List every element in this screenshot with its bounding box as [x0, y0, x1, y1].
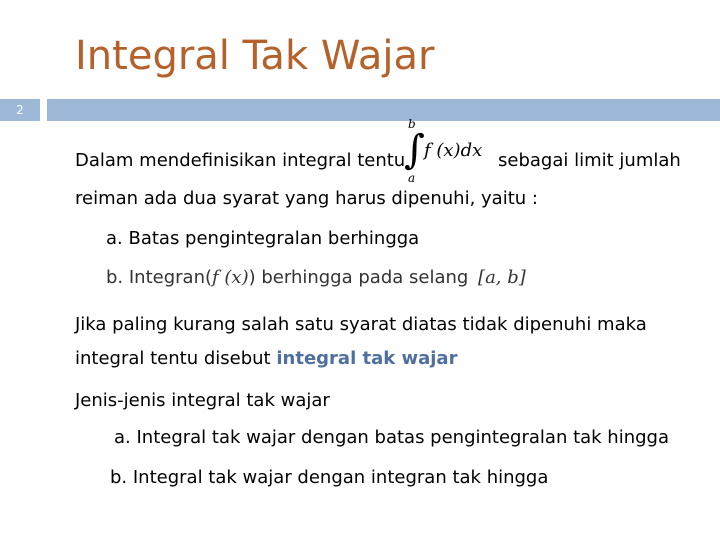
type-a: a. Integral tak wajar dengan batas pengintegralan tak hingga — [114, 427, 670, 448]
condition-a: a. Batas pengintegralan berhingga — [106, 228, 420, 249]
condition-b-function: f (x) — [212, 267, 249, 288]
slide-number: 2 — [0, 99, 40, 121]
integral-upper-limit: b — [408, 117, 416, 131]
condition-b — [106, 266, 526, 290]
highlight-term: integral tak wajar — [276, 348, 458, 369]
jika-line-2 — [75, 347, 457, 371]
jika-line-1: Jika paling kurang salah satu syarat diatas tidak dipenuhi maka — [75, 314, 647, 335]
integral-expression: f (x)dx — [424, 140, 483, 161]
condition-b-prefix: b. Integran( — [106, 267, 213, 288]
integral-lower-limit: a — [408, 171, 416, 185]
condition-b-middle: ) berhingga pada selang — [248, 267, 469, 288]
type-b: b. Integral tak wajar dengan integran tak hingga — [110, 467, 549, 488]
types-heading: Jenis-jenis integral tak wajar — [75, 390, 330, 411]
intro-text-left: Dalam mendefinisikan integral tentu — [75, 150, 406, 171]
integral-sign: ∫ — [404, 127, 425, 173]
intro-text-line2: reiman ada dua syarat yang harus dipenuhi, yaitu : — [75, 188, 538, 209]
header-divider-bar — [47, 99, 720, 121]
intro-text-right: sebagai limit jumlah — [498, 150, 681, 171]
slide-title: Integral Tak Wajar — [75, 33, 435, 79]
jika-line-2-prefix: integral tentu disebut — [75, 348, 271, 369]
condition-b-interval: [a, b] — [478, 267, 526, 288]
definite-integral-formula — [404, 118, 494, 188]
